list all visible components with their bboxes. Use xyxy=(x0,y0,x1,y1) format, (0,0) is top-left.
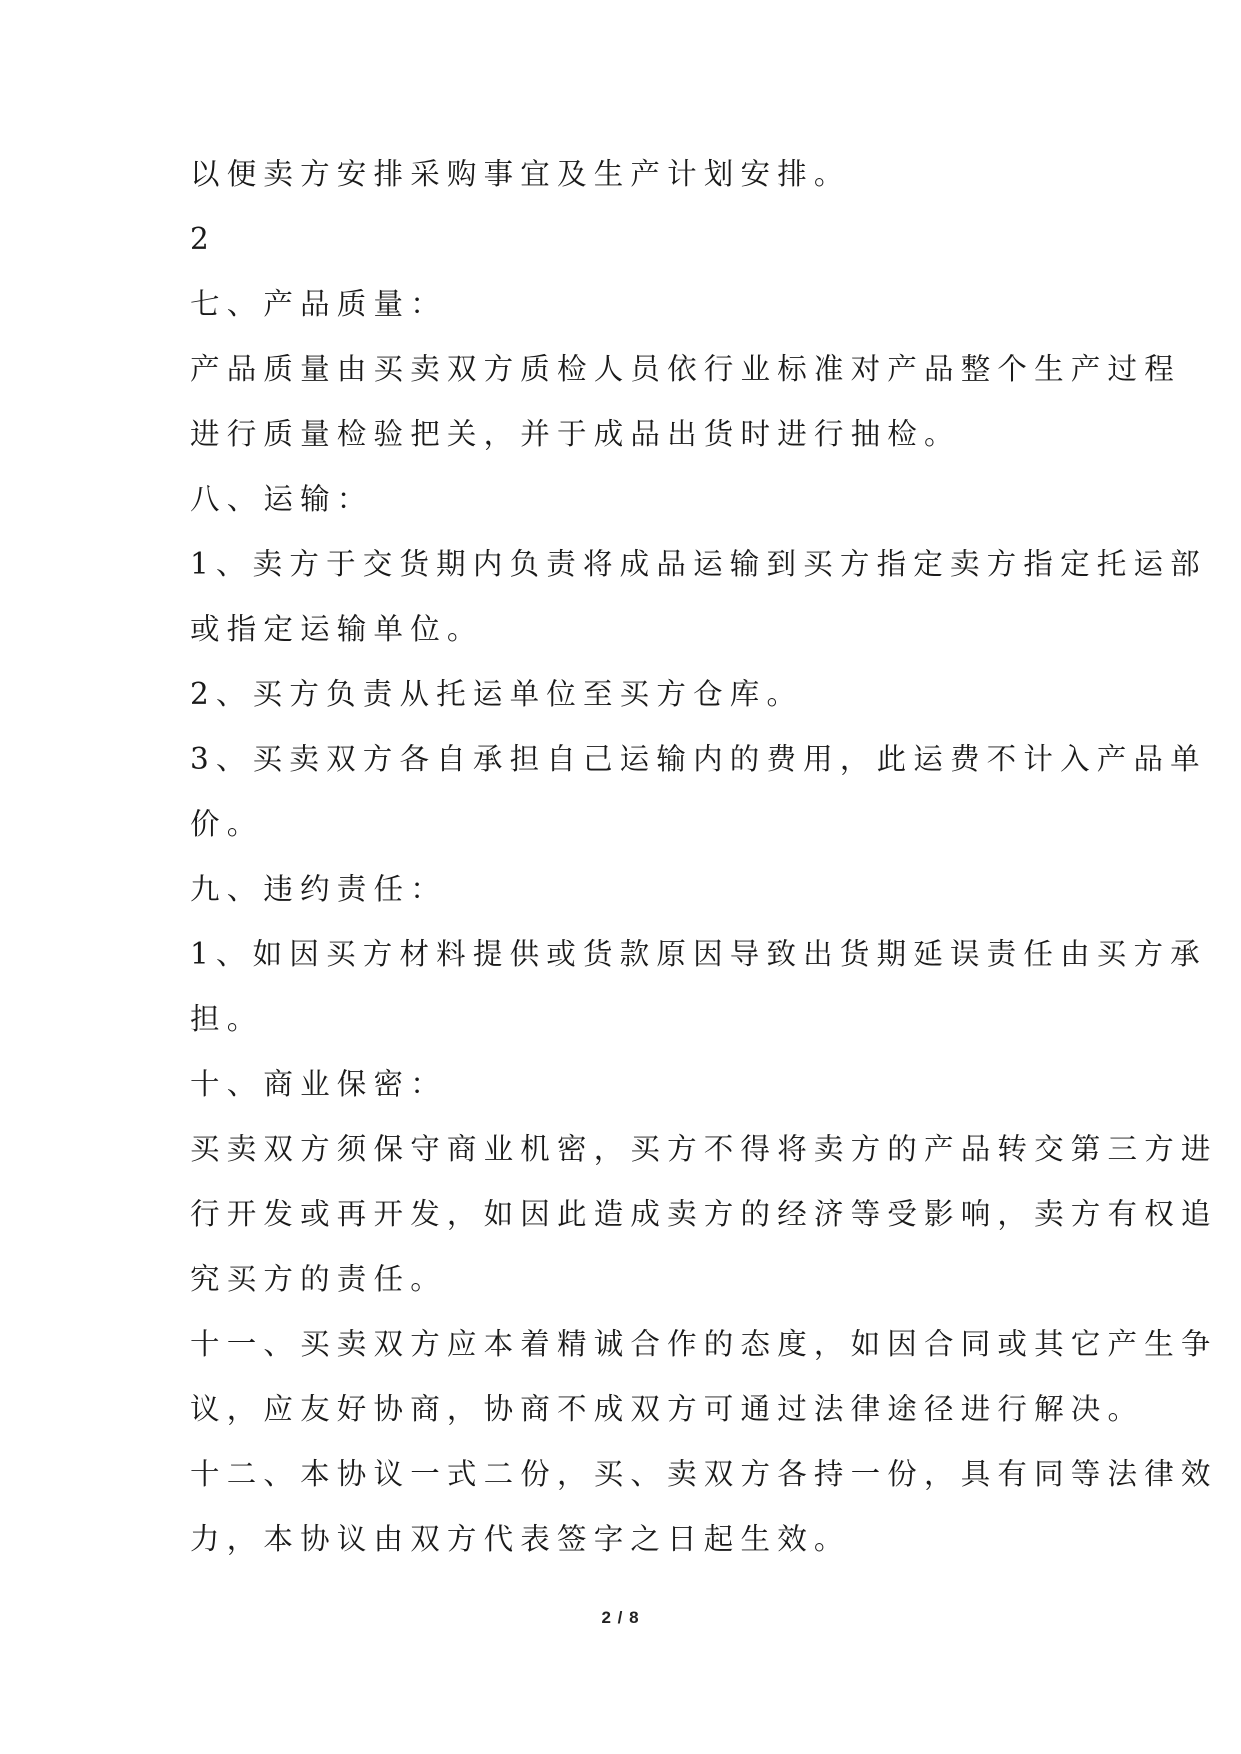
text-line: 以便卖方安排采购事宜及生产计划安排。 xyxy=(190,157,851,191)
text-line: 议，应友好协商，协商不成双方可通过法律途径进行解决。 xyxy=(190,1392,1145,1426)
text-line: 产品质量由买卖双方质检人员依行业标准对产品整个生产过程 xyxy=(190,352,1181,386)
text-line: 2 xyxy=(190,222,216,256)
text-line: 力，本协议由双方代表签字之日起生效。 xyxy=(190,1522,851,1556)
heading-line: 八、运输： xyxy=(190,482,374,516)
text-line: 究买方的责任。 xyxy=(190,1262,447,1296)
text-line: 2、买方负责从托运单位至买方仓库。 xyxy=(190,677,804,711)
text-line: 十二、本协议一式二份，买、卖双方各持一份，具有同等法律效 xyxy=(190,1457,1218,1491)
text-line: 3、买卖双方各自承担自己运输内的费用，此运费不计入产品单 xyxy=(190,742,1207,776)
text-line: 1、如因买方材料提供或货款原因导致出货期延误责任由买方承 xyxy=(190,937,1207,971)
heading-line: 十、商业保密： xyxy=(190,1067,447,1101)
text-line: 担。 xyxy=(190,1002,264,1036)
text-line: 行开发或再开发，如因此造成卖方的经济等受影响，卖方有权追 xyxy=(190,1197,1218,1231)
text-line: 十一、买卖双方应本着精诚合作的态度，如因合同或其它产生争 xyxy=(190,1327,1218,1361)
heading-line: 七、产品质量： xyxy=(190,287,447,321)
text-line: 1、卖方于交货期内负责将成品运输到买方指定卖方指定托运部 xyxy=(190,547,1207,581)
text-line: 或指定运输单位。 xyxy=(190,612,484,646)
text-line: 买卖双方须保守商业机密，买方不得将卖方的产品转交第三方进 xyxy=(190,1132,1218,1166)
page-number: 2 / 8 xyxy=(601,1608,640,1627)
text-line: 价。 xyxy=(190,807,264,841)
text-line: 进行质量检验把关，并于成品出货时进行抽检。 xyxy=(190,417,961,451)
heading-line: 九、违约责任： xyxy=(190,872,447,906)
